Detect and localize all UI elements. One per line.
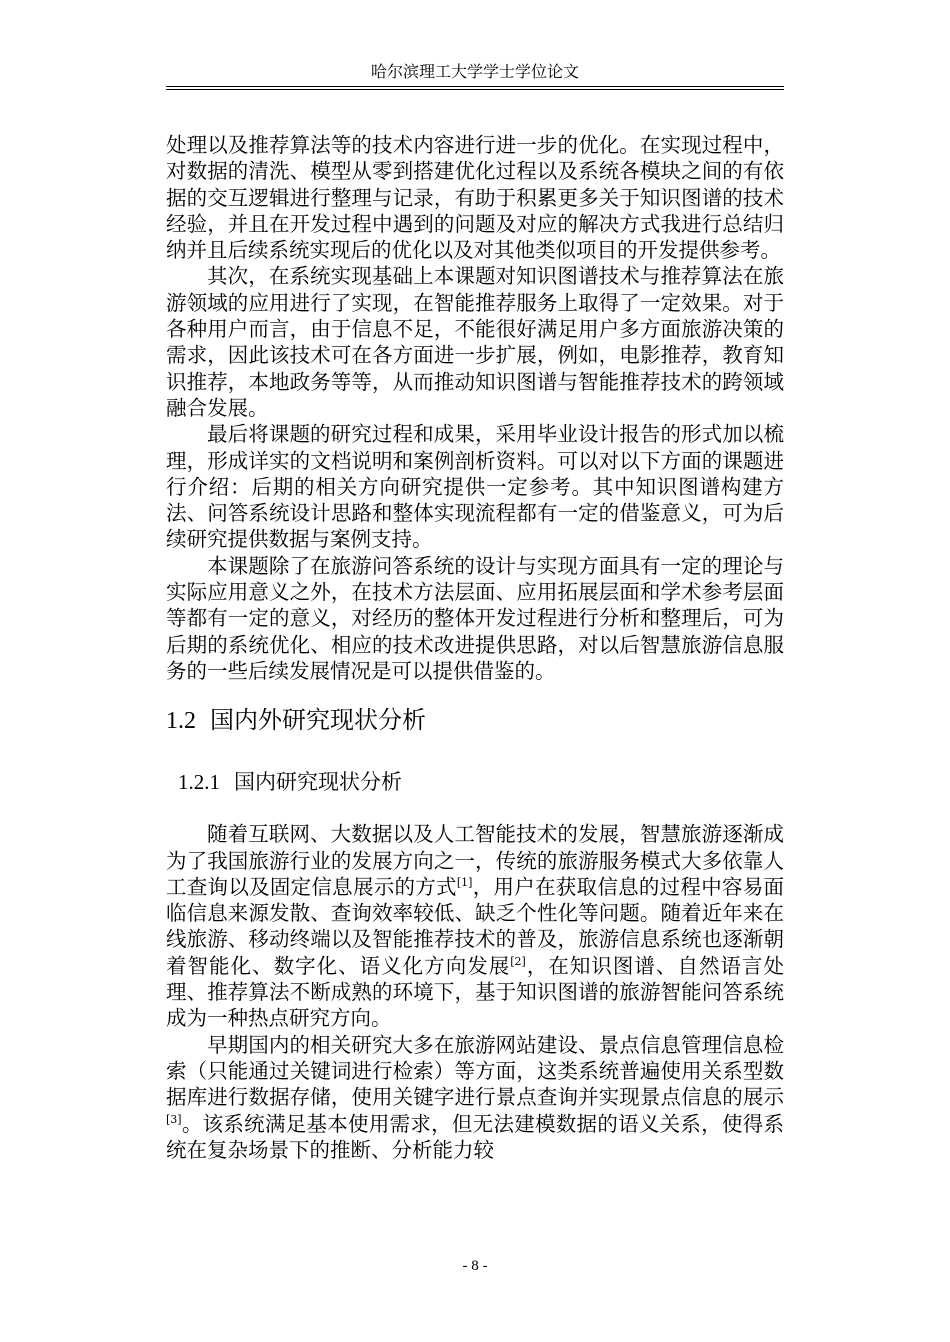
page-body	[166, 132, 784, 1163]
citation-ref[interactable]: [3]	[166, 1112, 182, 1126]
paragraph: 其次，在系统实现基础上本课题对知识图谱技术与推荐算法在旅游领域的应用进行了实现，在智能推荐服务上取得了一定效果。对于各种用户而言，由于信息不足，不能很好满足用户多方面旅游决策的需求，因此该技术可在各方面进一步扩展，例如，电影推荐，教育知识推荐，本地政务等等，从而推动知识图谱与智能推荐技术的跨领域融合发展。	[166, 264, 784, 420]
subsection-heading	[178, 769, 784, 795]
subsection-title: 国内研究现状分析	[234, 770, 402, 795]
section-number: 1.2	[166, 708, 196, 735]
paragraph: 最后将课题的研究过程和成果，采用毕业设计报告的形式加以梳理，形成详实的文档说明和案例剖析资料。可以对以下方面的课题进行介绍：后期的相关方向研究提供一定参考。其中知识图谱构建方法、问答系统设计思路和整体实现流程都有一定的借鉴意义，可为后续研究提供数据与案例支持。	[166, 422, 784, 552]
paragraph-text: ，用户在获取信息的过程中容易面临信息来源发散、查询效率较低、缺乏个性化等问题。随着近年来在线旅游、移动终端以及智能推荐技术的普及，旅游信息系统也逐渐朝着智能化、数字化、语义化方向发展	[166, 874, 785, 978]
paragraph-text: 随着互联网、大数据以及人工智能技术的发展，智慧旅游逐渐成为了我国旅游行业的发展方向之一，传统的旅游服务模式大多依靠人工查询以及固定信息展示的方式	[166, 822, 784, 899]
paragraph	[166, 1032, 784, 1163]
paragraph: 处理以及推荐算法等的技术内容进行进一步的优化。在实现过程中，对数据的清洗、模型从零到搭建优化过程以及系统各模块之间的有依据的交互逻辑进行整理与记录，有助于积累更多关于知识图谱的技术经验，并且在开发过程中遇到的问题及对应的解决方式我进行总结归纳并且后续系统实现后的优化以及对其他类似项目的开发提供参考。	[166, 133, 784, 263]
paragraph-text: ，在知识图谱、自然语言处理、推荐算法不断成熟的环境下，基于知识图谱的旅游智能问答系统成为一种热点研究方向。	[166, 953, 785, 1031]
paragraph: 本课题除了在旅游问答系统的设计与实现方面具有一定的理论与实际应用意义之外，在技术方法层面、应用拓展层面和学术参考层面等都有一定的意义，对经历的整体开发过程进行分析和整理后，可为后期的系统优化、相应的技术改进提供思路，对以后智慧旅游信息服务的一些后续发展情况是可以提供借鉴的。	[166, 553, 784, 683]
subsection-number: 1.2.1	[178, 770, 220, 795]
citation-ref[interactable]: [1]	[456, 875, 473, 889]
section-title: 国内外研究现状分析	[210, 706, 426, 735]
page-header: 哈尔滨理工大学学士学位论文	[370, 62, 579, 81]
paragraph	[166, 821, 784, 1031]
page-number: - 8 -	[462, 1258, 488, 1274]
paragraph-text: 早期国内的相关研究大多在旅游网站建设、景点信息管理信息检索（只能通过关键词进行检索）等方面，这类系统普遍使用关系型数据库进行数据存储，使用关键字进行景点查询并实现景点信息的展示	[166, 1032, 784, 1110]
paragraph-text: 。该系统满足基本使用需求，但无法建模数据的语义关系，使得系统在复杂场景下的推断、分析能力较	[166, 1111, 784, 1162]
header-rule	[166, 86, 784, 90]
section-heading	[166, 706, 784, 735]
citation-ref[interactable]: [2]	[510, 954, 526, 968]
